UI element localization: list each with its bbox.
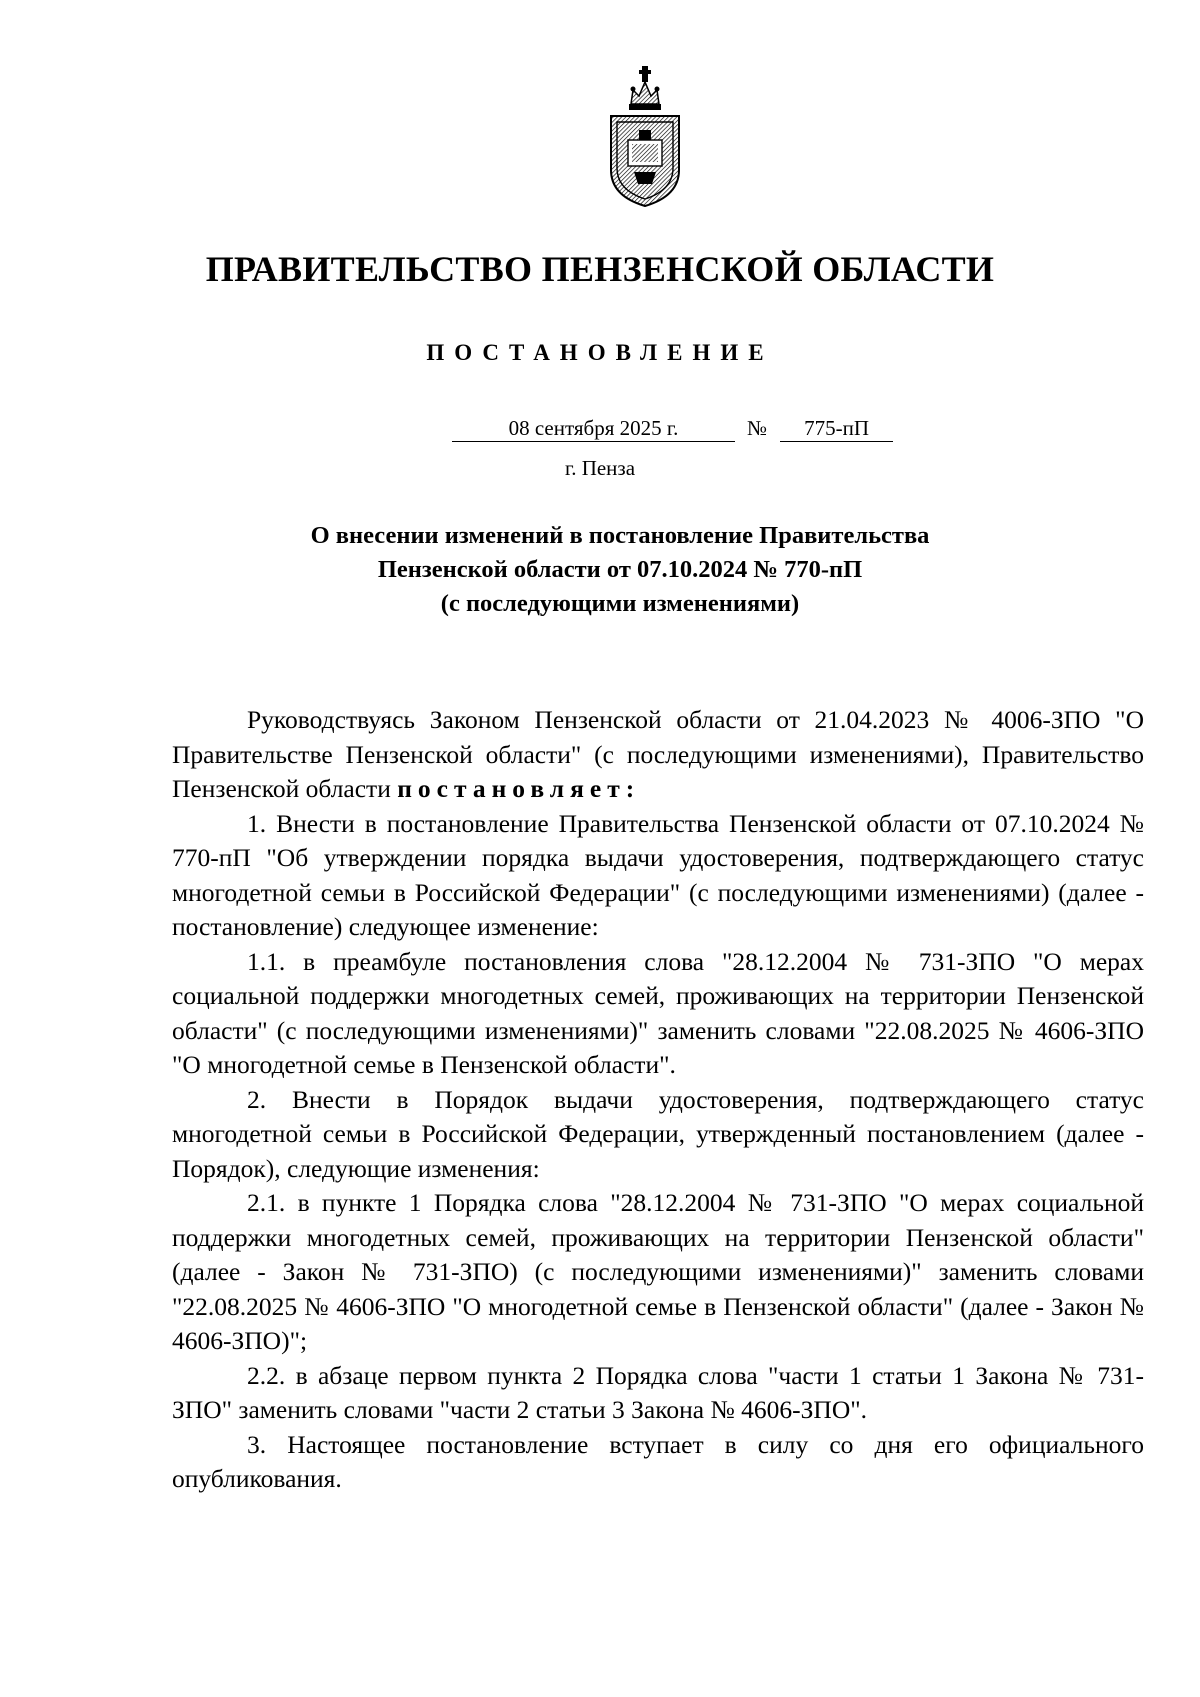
paragraph-3: 3. Настоящее постановление вступает в силу со дня его официального опубликования. bbox=[172, 1429, 1144, 1493]
city: г. Пенза bbox=[564, 456, 636, 480]
preamble-paragraph bbox=[172, 703, 1144, 807]
document-date: 08 сентября 2025 г. bbox=[452, 415, 735, 442]
document-type: ПОСТАНОВЛЕНИЕ bbox=[426, 340, 774, 365]
preamble-text: Руководствуясь Законом Пензенской области от 21.04.2023 № 4006-ЗПО "О Правительстве Пензенской области" (с последующими изменениями), Правительство Пензенской области bbox=[172, 705, 1144, 803]
paragraph-2-2: 2.2. в абзаце первом пункта 2 Порядка слова "части 1 статьи 1 Закона № 731-ЗПО" заменить словами "части 2 статьи 3 Закона № 4606-ЗПО". bbox=[172, 1360, 1144, 1424]
paragraph-1-1: 1.1. в преамбуле постановления слова "28.12.2004 № 731-ЗПО "О мерах социальной поддержки многодетных семей, проживающих на территории Пензенской области" (с последующими изменениями)" заменить словами "22.08.2025 № 4606-ЗПО "О многодетной семье в Пензенской области". bbox=[172, 946, 1144, 1079]
document-heading bbox=[170, 519, 1070, 621]
heading-line-1: О внесении изменений в постановление Правительства bbox=[310, 522, 930, 549]
heading-line-3: (с последующими изменениями) bbox=[440, 590, 800, 617]
organization-title: ПРАВИТЕЛЬСТВО ПЕНЗЕНСКОЙ ОБЛАСТИ bbox=[205, 249, 995, 289]
date-number-line bbox=[452, 415, 893, 443]
number-sign: № bbox=[747, 416, 768, 440]
document-body bbox=[172, 703, 1144, 1497]
document-number: 775-пП bbox=[780, 415, 893, 442]
paragraph-1: 1. Внести в постановление Правительства Пензенской области от 07.10.2024 № 770-пП "Об утверждении порядка выдачи удостоверения, подтверждающего статус многодетной семьи в Российской Федерации" (с последующими изменениями) (далее - постановление) следующее изменение: bbox=[172, 808, 1144, 941]
heading-line-2: Пензенской области от 07.10.2024 № 770-пП bbox=[377, 556, 863, 583]
coat-of-arms-emblem bbox=[606, 60, 684, 208]
paragraph-2-1: 2.1. в пункте 1 Порядка слова "28.12.2004 № 731-ЗПО "О мерах социальной поддержки многодетных семей, проживающих на территории Пензенской области" (далее - Закон № 731-ЗПО) (с последующими изменениями)" заменить словами "22.08.2025 № 4606-ЗПО "О многодетной семье в Пензенской области" (далее - Закон № 4606-ЗПО)"; bbox=[172, 1188, 1144, 1355]
paragraph-2: 2. Внести в Порядок выдачи удостоверения, подтверждающего статус многодетной семьи в Российской Федерации, утвержденный постановлением (далее - Порядок), следующие изменения: bbox=[172, 1084, 1144, 1183]
preamble-decision: постановляет: bbox=[397, 774, 641, 803]
